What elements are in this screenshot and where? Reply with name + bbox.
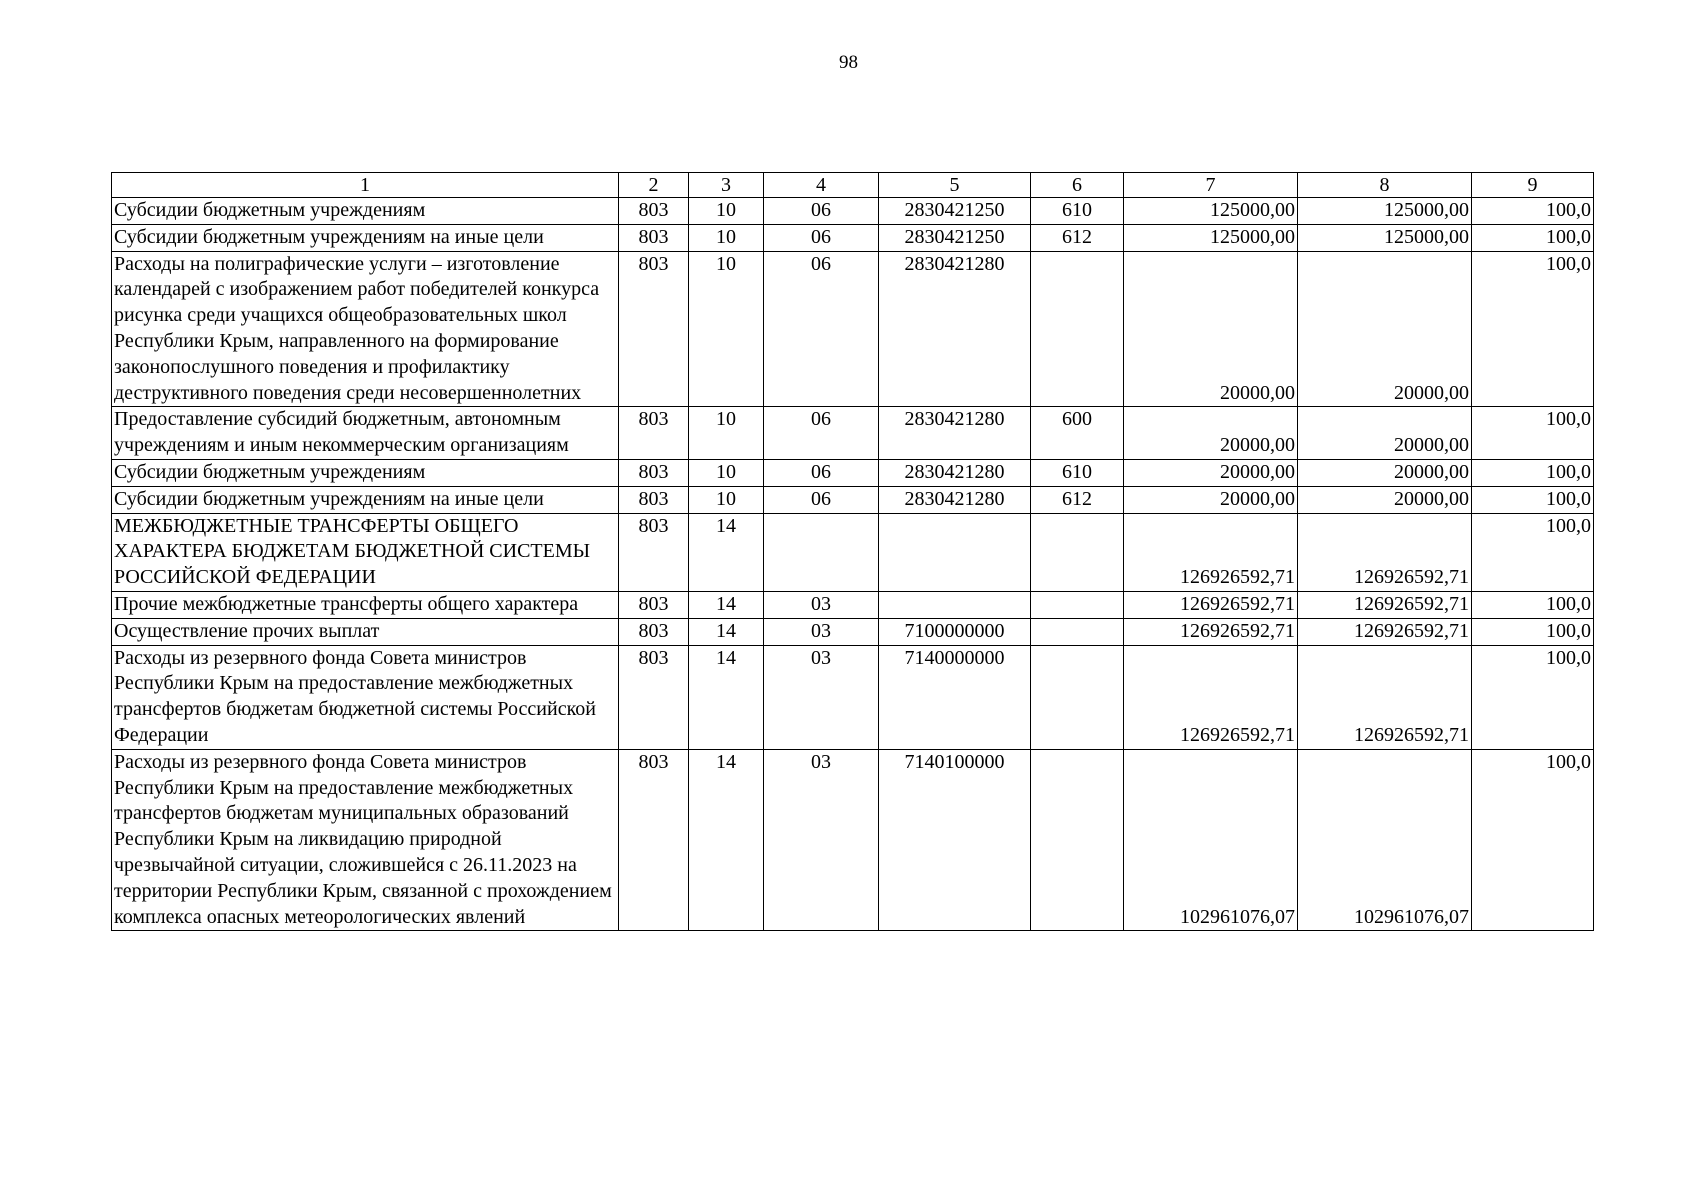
- target-article-cell: 2830421280: [879, 486, 1031, 513]
- section-code-cell: 14: [689, 749, 764, 931]
- budget-table: [111, 172, 1594, 931]
- planned-amount-cell: 125000,00: [1124, 198, 1298, 225]
- ministry-code-cell: 803: [619, 513, 689, 591]
- expense-type-cell: [1031, 618, 1124, 645]
- executed-amount-cell: 126926592,71: [1298, 591, 1472, 618]
- executed-amount-cell: 20000,00: [1298, 407, 1472, 460]
- execution-percent-cell: 100,0: [1472, 645, 1594, 749]
- section-code-cell: 10: [689, 224, 764, 251]
- subsection-code-cell: 03: [764, 749, 879, 931]
- target-article-cell: 2830421250: [879, 224, 1031, 251]
- column-header: 8: [1298, 173, 1472, 198]
- target-article-cell: 7100000000: [879, 618, 1031, 645]
- table-header-row: [112, 173, 1594, 198]
- expense-type-cell: 612: [1031, 486, 1124, 513]
- execution-percent-cell: 100,0: [1472, 224, 1594, 251]
- expense-type-cell: 610: [1031, 459, 1124, 486]
- expense-name-cell: Прочие межбюджетные трансферты общего характера: [112, 591, 619, 618]
- ministry-code-cell: 803: [619, 618, 689, 645]
- expense-name-cell: Субсидии бюджетным учреждениям на иные цели: [112, 224, 619, 251]
- planned-amount-cell: 20000,00: [1124, 407, 1298, 460]
- column-header: 4: [764, 173, 879, 198]
- table-row: [112, 459, 1594, 486]
- expense-name-cell: Осуществление прочих выплат: [112, 618, 619, 645]
- executed-amount-cell: 20000,00: [1298, 486, 1472, 513]
- table-row: [112, 251, 1594, 407]
- executed-amount-cell: 20000,00: [1298, 459, 1472, 486]
- execution-percent-cell: 100,0: [1472, 749, 1594, 931]
- expense-type-cell: [1031, 251, 1124, 407]
- column-header: 5: [879, 173, 1031, 198]
- expense-type-cell: [1031, 591, 1124, 618]
- table-row: [112, 645, 1594, 749]
- planned-amount-cell: 126926592,71: [1124, 513, 1298, 591]
- ministry-code-cell: 803: [619, 459, 689, 486]
- subsection-code-cell: 06: [764, 459, 879, 486]
- column-header: 2: [619, 173, 689, 198]
- section-code-cell: 10: [689, 251, 764, 407]
- section-code-cell: 10: [689, 198, 764, 225]
- subsection-code-cell: 06: [764, 486, 879, 513]
- subsection-code-cell: 03: [764, 645, 879, 749]
- page-number: 98: [839, 52, 858, 73]
- table-row: [112, 749, 1594, 931]
- subsection-code-cell: [764, 513, 879, 591]
- ministry-code-cell: 803: [619, 749, 689, 931]
- table-row: [112, 618, 1594, 645]
- column-header: 9: [1472, 173, 1594, 198]
- target-article-cell: 2830421250: [879, 198, 1031, 225]
- execution-percent-cell: 100,0: [1472, 198, 1594, 225]
- expense-name-cell: Предоставление субсидий бюджетным, автономным учреждениям и иным некоммерческим организациям: [112, 407, 619, 460]
- expense-type-cell: [1031, 513, 1124, 591]
- target-article-cell: [879, 591, 1031, 618]
- executed-amount-cell: 102961076,07: [1298, 749, 1472, 931]
- planned-amount-cell: 126926592,71: [1124, 591, 1298, 618]
- subsection-code-cell: 06: [764, 198, 879, 225]
- subsection-code-cell: 03: [764, 591, 879, 618]
- section-code-cell: 14: [689, 618, 764, 645]
- executed-amount-cell: 125000,00: [1298, 224, 1472, 251]
- expense-type-cell: 600: [1031, 407, 1124, 460]
- table-row: [112, 407, 1594, 460]
- table-row: [112, 224, 1594, 251]
- planned-amount-cell: 102961076,07: [1124, 749, 1298, 931]
- execution-percent-cell: 100,0: [1472, 407, 1594, 460]
- subsection-code-cell: 06: [764, 224, 879, 251]
- executed-amount-cell: 125000,00: [1298, 198, 1472, 225]
- executed-amount-cell: 20000,00: [1298, 251, 1472, 407]
- expense-type-cell: 610: [1031, 198, 1124, 225]
- target-article-cell: 2830421280: [879, 459, 1031, 486]
- column-header: 6: [1031, 173, 1124, 198]
- expense-name-cell: Расходы из резервного фонда Совета министров Республики Крым на предоставление межбюджетных трансфертов бюджетам бюджетной системы Российской Федерации: [112, 645, 619, 749]
- execution-percent-cell: 100,0: [1472, 513, 1594, 591]
- execution-percent-cell: 100,0: [1472, 591, 1594, 618]
- ministry-code-cell: 803: [619, 224, 689, 251]
- expense-name-cell: МЕЖБЮДЖЕТНЫЕ ТРАНСФЕРТЫ ОБЩЕГО ХАРАКТЕРА БЮДЖЕТАМ БЮДЖЕТНОЙ СИСТЕМЫ РОССИЙСКОЙ ФЕДЕРАЦИИ: [112, 513, 619, 591]
- planned-amount-cell: 125000,00: [1124, 224, 1298, 251]
- expense-type-cell: 612: [1031, 224, 1124, 251]
- ministry-code-cell: 803: [619, 251, 689, 407]
- executed-amount-cell: 126926592,71: [1298, 645, 1472, 749]
- expense-name-cell: Расходы из резервного фонда Совета министров Республики Крым на предоставление межбюджетных трансфертов бюджетам муниципальных образований Республики Крым на ликвидацию природной чрезвычайной ситуации, сложившейся с 26.11.2023 на территории Республики Крым, связанной с прохождением комплекса опасных метеорологических явлений: [112, 749, 619, 931]
- target-article-cell: 2830421280: [879, 407, 1031, 460]
- ministry-code-cell: 803: [619, 486, 689, 513]
- executed-amount-cell: 126926592,71: [1298, 513, 1472, 591]
- execution-percent-cell: 100,0: [1472, 251, 1594, 407]
- section-code-cell: 10: [689, 459, 764, 486]
- expense-name-cell: Субсидии бюджетным учреждениям: [112, 459, 619, 486]
- target-article-cell: [879, 513, 1031, 591]
- planned-amount-cell: 20000,00: [1124, 486, 1298, 513]
- expense-type-cell: [1031, 749, 1124, 931]
- table-row: [112, 591, 1594, 618]
- expense-type-cell: [1031, 645, 1124, 749]
- target-article-cell: 7140100000: [879, 749, 1031, 931]
- section-code-cell: 10: [689, 407, 764, 460]
- section-code-cell: 10: [689, 486, 764, 513]
- table-row: [112, 486, 1594, 513]
- execution-percent-cell: 100,0: [1472, 459, 1594, 486]
- execution-percent-cell: 100,0: [1472, 618, 1594, 645]
- ministry-code-cell: 803: [619, 198, 689, 225]
- column-header: 1: [112, 173, 619, 198]
- column-header: 3: [689, 173, 764, 198]
- planned-amount-cell: 126926592,71: [1124, 618, 1298, 645]
- table-row: [112, 513, 1594, 591]
- planned-amount-cell: 20000,00: [1124, 251, 1298, 407]
- table-row: [112, 198, 1594, 225]
- subsection-code-cell: 03: [764, 618, 879, 645]
- execution-percent-cell: 100,0: [1472, 486, 1594, 513]
- section-code-cell: 14: [689, 645, 764, 749]
- expense-name-cell: Субсидии бюджетным учреждениям: [112, 198, 619, 225]
- target-article-cell: 7140000000: [879, 645, 1031, 749]
- planned-amount-cell: 126926592,71: [1124, 645, 1298, 749]
- column-header: 7: [1124, 173, 1298, 198]
- expense-name-cell: Расходы на полиграфические услуги – изготовление календарей с изображением работ победителей конкурса рисунка среди учащихся общеобразовательных школ Республики Крым, направленного на формирование законопослушного поведения и профилактику деструктивного поведения среди несовершеннолетних: [112, 251, 619, 407]
- subsection-code-cell: 06: [764, 407, 879, 460]
- subsection-code-cell: 06: [764, 251, 879, 407]
- expense-name-cell: Субсидии бюджетным учреждениям на иные цели: [112, 486, 619, 513]
- ministry-code-cell: 803: [619, 645, 689, 749]
- planned-amount-cell: 20000,00: [1124, 459, 1298, 486]
- section-code-cell: 14: [689, 513, 764, 591]
- executed-amount-cell: 126926592,71: [1298, 618, 1472, 645]
- ministry-code-cell: 803: [619, 591, 689, 618]
- ministry-code-cell: 803: [619, 407, 689, 460]
- target-article-cell: 2830421280: [879, 251, 1031, 407]
- section-code-cell: 14: [689, 591, 764, 618]
